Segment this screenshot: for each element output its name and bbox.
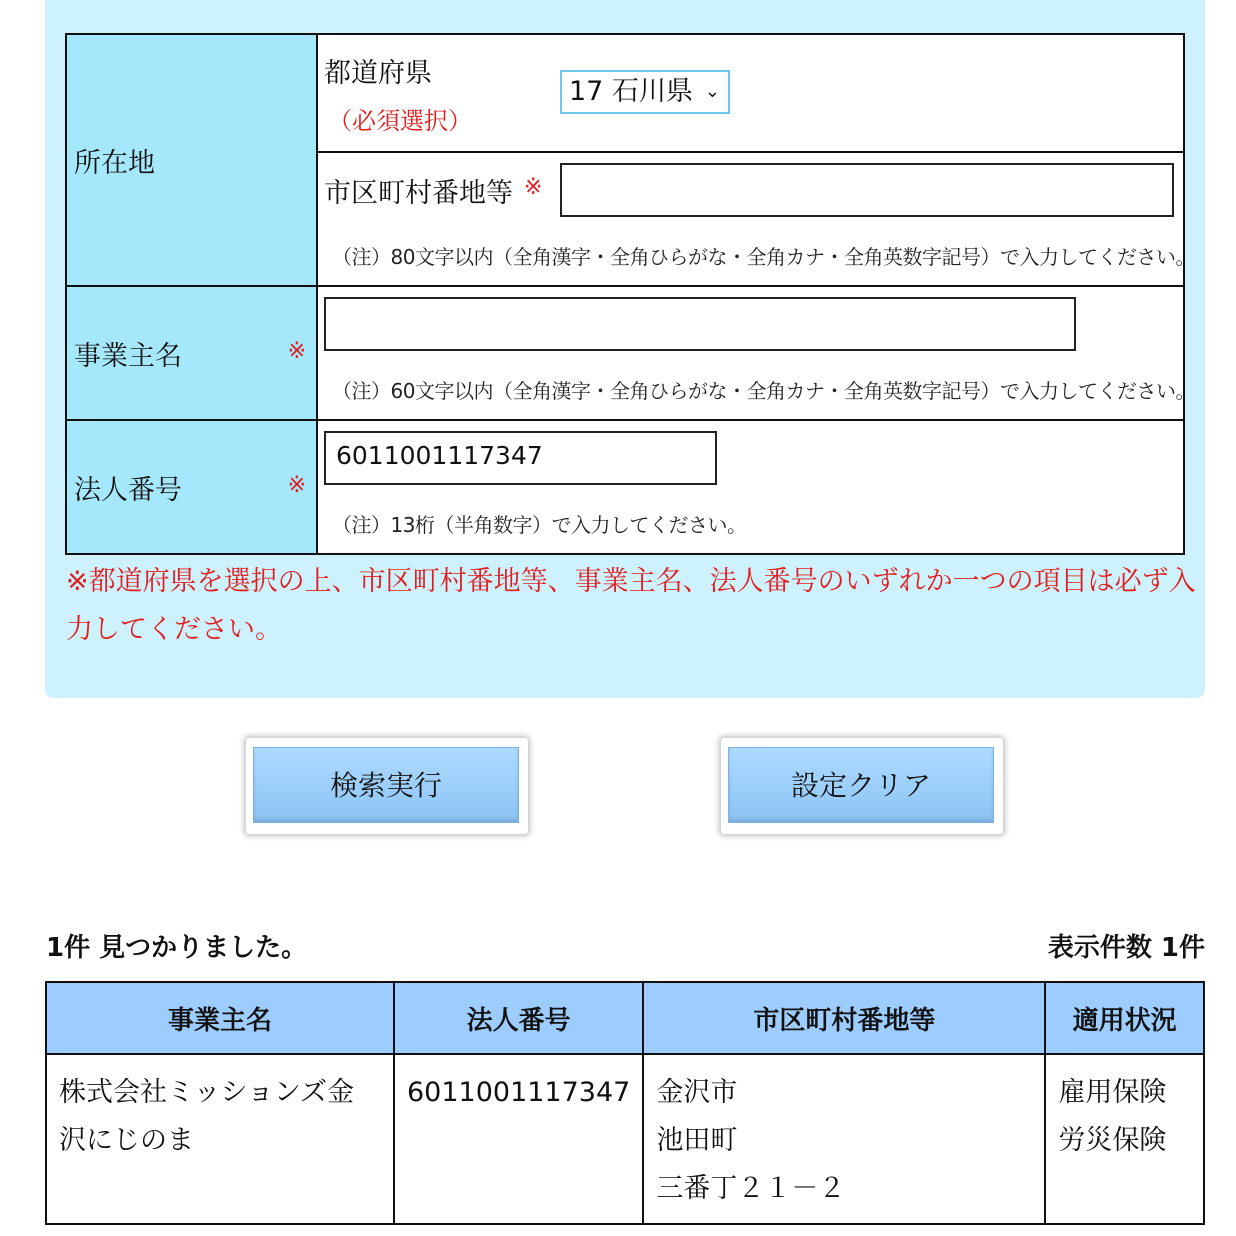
result-count: 1件 見つかりました。 [46,933,308,963]
results-table [45,981,1205,1225]
display-count: 表示件数 1件 [1047,933,1205,963]
header-address: 市区町村番地等 [643,982,1045,1054]
corp-number-cell [317,420,1184,554]
prefecture-label: 都道府県 [324,58,432,89]
city-note: （注）80文字以内（全角漢字・全角ひらがな・全角カナ・全角英数字記号）で入力してください。 [332,245,1195,269]
cell-address [643,1054,1045,1224]
corp-required-mark: ※ [287,473,306,498]
business-name-note: （注）60文字以内（全角漢字・全角ひらがな・全角カナ・全角英数字記号）で入力してください。 [332,379,1195,403]
address-line: 金沢市 [656,1077,738,1108]
city-label: 市区町村番地等 [324,178,513,209]
address-line: 池田町 [656,1125,738,1156]
search-form-table [65,33,1195,555]
business-name-label-text: 事業主名 [74,340,182,372]
corp-number-label [66,420,317,554]
city-required-mark: ※ [524,175,543,200]
business-name-label [66,286,317,420]
header-status: 適用状況 [1045,982,1204,1054]
business-name-input[interactable] [324,297,1076,351]
clear-button[interactable]: 設定クリア [728,747,994,823]
header-corp-number: 法人番号 [394,982,643,1054]
chevron-down-icon: ⌄ [704,81,720,102]
prefecture-cell [317,34,1184,152]
status-line: 労災保険 [1058,1125,1167,1156]
results-header-row [46,982,1204,1054]
corp-number-label-text: 法人番号 [74,474,182,506]
business-required-mark: ※ [287,339,306,364]
cell-corp-number: 6011001117347 [394,1054,643,1224]
required-warning: ※都道府県を選択の上、市区町村番地等、事業主名、法人番号のいずれか一つの項目は必ず入力してください。 [66,566,1196,645]
status-line: 雇用保険 [1058,1077,1167,1108]
location-label-text: 所在地 [74,147,155,179]
corp-number-input[interactable]: 6011001117347 [324,431,717,485]
prefecture-required-note: （必須選択） [328,107,472,135]
prefecture-select[interactable] [560,70,730,114]
cell-status [1045,1054,1204,1224]
header-business-name: 事業主名 [46,982,394,1054]
corp-number-note: （注）13桁（半角数字）で入力してください。 [332,513,747,537]
city-cell [317,152,1195,286]
business-name-cell [317,286,1195,420]
cell-business-name: 株式会社ミッションズ金沢にじのま [46,1054,394,1224]
search-button[interactable]: 検索実行 [253,747,519,823]
address-line: 三番丁２１－２ [656,1173,846,1204]
location-label [66,34,317,286]
prefecture-select-value: 17 石川県 [569,76,693,107]
table-row [46,1054,1204,1224]
city-input[interactable] [560,163,1174,217]
search-button-frame [246,738,528,834]
clear-button-frame [721,738,1003,834]
